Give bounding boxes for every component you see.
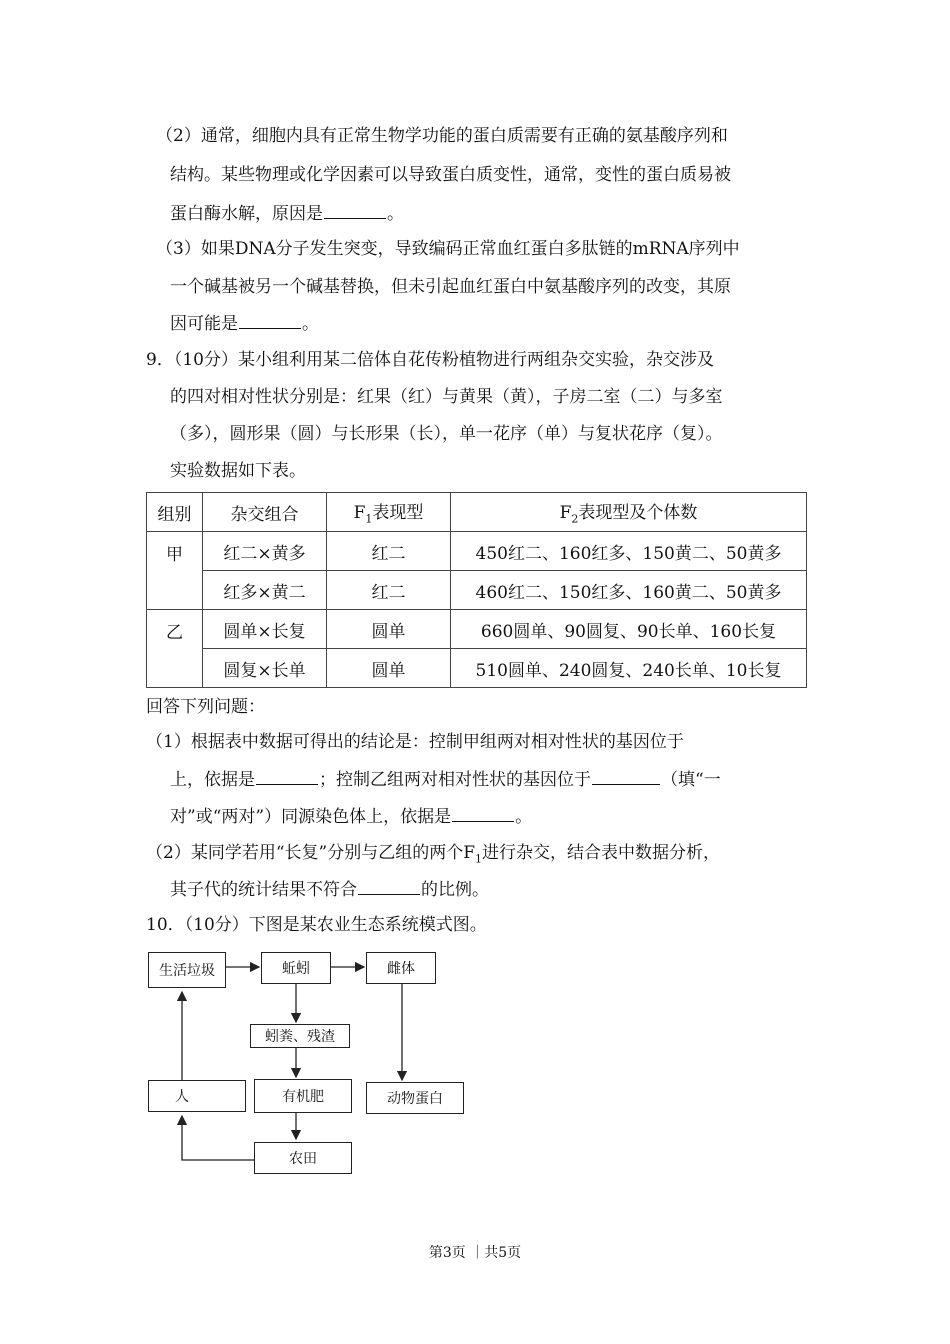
box-chicken: 雌体 bbox=[366, 952, 436, 984]
box-protein: 动物蛋白 bbox=[366, 1082, 464, 1114]
f1-cell: 圆单 bbox=[327, 649, 451, 688]
group-cell: 甲 bbox=[147, 532, 203, 610]
f1-cell: 红二 bbox=[327, 532, 451, 571]
answer-blank[interactable] bbox=[324, 202, 386, 219]
cross-cell: 圆单×长复 bbox=[203, 610, 327, 649]
q8-p3-end: 。 bbox=[302, 314, 319, 334]
page-footer: 第3页 ｜共5页 bbox=[428, 1245, 522, 1261]
cross-data-table bbox=[146, 492, 807, 688]
answer-blank[interactable] bbox=[358, 878, 420, 895]
q9-p2-line2 bbox=[170, 878, 489, 902]
f2-cell: 510圆单、240圆复、240长单、10长复 bbox=[451, 649, 807, 688]
box-field: 农田 bbox=[254, 1142, 352, 1174]
q8-p2-line3 bbox=[170, 202, 404, 226]
q9-p1-text-a: 上，依据是 bbox=[170, 770, 255, 790]
q8-p3-line3 bbox=[170, 312, 319, 336]
q9-line4: 实验数据如下表。 bbox=[170, 461, 306, 481]
table-row bbox=[147, 649, 807, 688]
table-header-row bbox=[147, 493, 807, 532]
q8-p2-text: 蛋白酶水解，原因是 bbox=[170, 204, 323, 224]
box-earthworm: 蚯蚓 bbox=[261, 952, 331, 984]
answer-blank[interactable] bbox=[239, 312, 301, 329]
q9-line3: （多），圆形果（圆）与长形果（长），单一花序（单）与复状花序（复）。 bbox=[170, 424, 723, 444]
q9-p2-end: 的比例。 bbox=[421, 880, 489, 900]
box-person: 人 bbox=[148, 1080, 246, 1112]
header-f1: $F_1$表现型 bbox=[327, 493, 451, 532]
answer-blank[interactable] bbox=[452, 805, 514, 822]
table-row bbox=[147, 571, 807, 610]
box-castings: 蚓粪、残渣 bbox=[250, 1024, 350, 1048]
q9-p1-line3 bbox=[170, 805, 532, 829]
answer-blank[interactable] bbox=[592, 768, 660, 785]
f1-cell: 圆单 bbox=[327, 610, 451, 649]
q9-p1-text-d: 对”或“两对”）同源染色体上，依据是 bbox=[170, 807, 452, 827]
f1-cell: 红二 bbox=[327, 571, 451, 610]
ecosystem-diagram bbox=[140, 948, 480, 1180]
q8-p2-line1: （2）通常，细胞内具有正常生物学功能的蛋白质需要有正确的氨基酸序列和 bbox=[156, 126, 728, 146]
f2-cell: 460红二、150红多、160黄二、50黄多 bbox=[451, 571, 807, 610]
header-f2: $F_2$表现型及个体数 bbox=[451, 493, 807, 532]
group-cell: 乙 bbox=[147, 610, 203, 688]
table-row bbox=[147, 610, 807, 649]
q8-p3-line1: （3）如果DNA分子发生突变，导致编码正常血红蛋白多肽链的mRNA序列中 bbox=[156, 239, 740, 259]
q9-p1-line2 bbox=[170, 768, 721, 792]
cross-cell: 圆复×长单 bbox=[203, 649, 327, 688]
f2-cell: 660圆单、90圆复、90长单、160长复 bbox=[451, 610, 807, 649]
header-group: 组别 bbox=[147, 493, 203, 532]
q9-p2-text: 其子代的统计结果不符合 bbox=[170, 880, 357, 900]
q8-p2-line2: 结构。某些物理或化学因素可以导致蛋白质变性，通常，变性的蛋白质易被 bbox=[170, 165, 731, 185]
answer-intro: 回答下列问题： bbox=[146, 697, 265, 717]
answer-blank[interactable] bbox=[256, 768, 318, 785]
q9-line2: 的四对相对性状分别是：红果（红）与黄果（黄），子房二室（二）与多室 bbox=[170, 387, 723, 407]
q9-p1-end: 。 bbox=[515, 807, 533, 827]
header-cross: 杂交组合 bbox=[203, 493, 327, 532]
q9-p2-line1: （2）某同学若用“长复”分别与乙组的两个$F_1$进行杂交，结合表中数据分析， bbox=[146, 843, 720, 866]
q9-p1-text-b: ；控制乙组两对相对性状的基因位于 bbox=[319, 770, 591, 790]
table-row bbox=[147, 532, 807, 571]
box-garbage: 生活垃圾 bbox=[148, 952, 226, 988]
box-fertilizer: 有机肥 bbox=[254, 1079, 352, 1113]
cross-cell: 红二×黄多 bbox=[203, 532, 327, 571]
q8-p3-line2: 一个碱基被另一个碱基替换，但未引起血红蛋白中氨基酸序列的改变，其原 bbox=[170, 277, 731, 297]
q8-p3-text: 因可能是 bbox=[170, 314, 238, 334]
f2-cell: 450红二、160红多、150黄二、50黄多 bbox=[451, 532, 807, 571]
q8-p2-end: 。 bbox=[387, 204, 404, 224]
q9-line1: 9．（10分）某小组利用某二倍体自花传粉植物进行两组杂交实验，杂交涉及 bbox=[146, 350, 714, 370]
q10-line1: 10．（10分）下图是某农业生态系统模式图。 bbox=[146, 915, 487, 935]
cross-cell: 红多×黄二 bbox=[203, 571, 327, 610]
q9-p1-text-c: （填“一 bbox=[661, 770, 721, 790]
q9-p1-line1: （1）根据表中数据可得出的结论是：控制甲组两对相对性状的基因位于 bbox=[146, 732, 684, 752]
